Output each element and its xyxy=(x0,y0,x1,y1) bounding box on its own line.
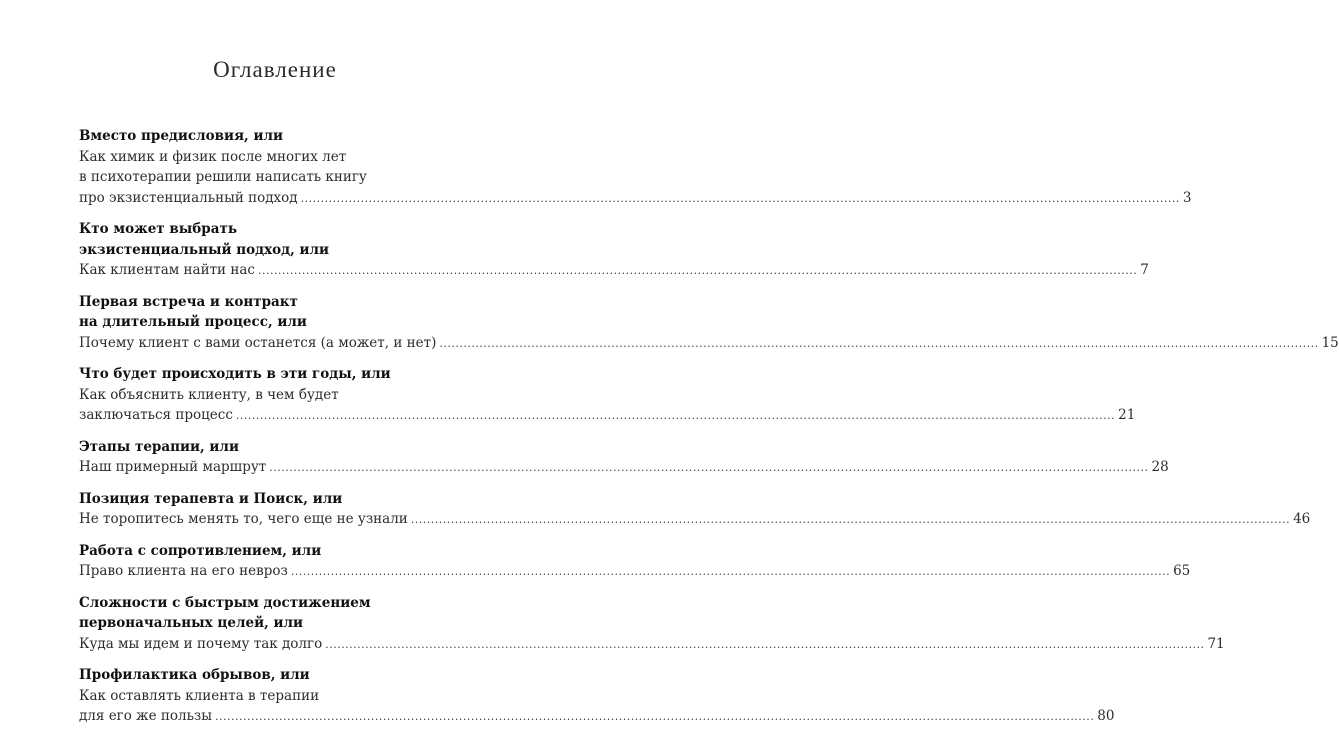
toc-entry xyxy=(79,489,1311,531)
toc-entry-last-line xyxy=(79,333,1339,355)
toc-entry-heading: Этапы терапии, или xyxy=(79,438,239,455)
toc-entry-heading: Профилактика обрывов, или xyxy=(79,667,310,683)
dot-leader: ............................................................................................................................................................................................................................ xyxy=(269,461,1149,474)
toc-entry-last-line xyxy=(79,188,1192,210)
toc-entry-heading: Позиция терапевта и Поиск, или xyxy=(79,490,343,507)
table-of-contents xyxy=(79,126,1339,738)
toc-entry-heading: Кто может выбрать xyxy=(79,221,237,237)
toc-entry-subtitle: в психотерапии решили написать книгу xyxy=(79,169,367,185)
dot-leader: ............................................................................................................................................................................................................................ xyxy=(290,565,1171,578)
toc-entry-subtitle: Как химик и физик после многих лет xyxy=(79,148,347,165)
toc-entry xyxy=(79,437,1169,479)
toc-entry-heading: Сложности с быстрым достижением xyxy=(79,594,371,611)
toc-entry-last-line xyxy=(79,634,1225,656)
toc-page-number: 71 xyxy=(1207,635,1225,652)
toc-entry-last-line xyxy=(79,260,1149,282)
toc-page-number: 28 xyxy=(1151,459,1169,475)
toc-entry-subtitle: Как объяснить клиенту, в чем будет xyxy=(79,386,339,403)
toc-page-number: 3 xyxy=(1182,189,1192,206)
toc-entry-subtitle: Как оставлять клиента в терапии xyxy=(79,687,320,704)
toc-entry-last-line xyxy=(79,405,1136,427)
toc-page-number: 80 xyxy=(1097,708,1115,724)
toc-entry-last-line xyxy=(79,561,1191,583)
toc-entry-last-line xyxy=(79,706,1115,728)
toc-entry xyxy=(79,541,1191,583)
toc-entry-text: Почему клиент с вами останется (а может, и нет) xyxy=(79,334,437,351)
toc-entry xyxy=(79,364,1136,427)
toc-entry-text: Наш примерный маршрут xyxy=(79,459,267,475)
toc-entry-text: про экзистенциальный подход xyxy=(79,189,298,206)
toc-page-number: 46 xyxy=(1293,511,1311,527)
toc-entry-text: Куда мы идем и почему так долго xyxy=(79,635,323,652)
dot-leader: ............................................................................................................................................................................................................................ xyxy=(300,191,1180,205)
dot-leader: ............................................................................................................................................................................................................................ xyxy=(439,336,1319,350)
toc-entry-heading: Вместо предисловия, или xyxy=(79,128,283,144)
toc-entry xyxy=(79,665,1115,728)
toc-entry-text: Право клиента на его невроз xyxy=(79,563,288,579)
toc-entry-text: Не торопитесь менять то, чего еще не узнали xyxy=(79,511,408,527)
toc-entry-heading: Что будет происходить в эти годы, или xyxy=(79,366,391,382)
dot-leader: ............................................................................................................................................................................................................................ xyxy=(257,264,1138,277)
toc-page-number: 15 xyxy=(1321,334,1339,351)
toc-entry-heading: первоначальных целей, или xyxy=(79,615,304,631)
toc-entry xyxy=(79,292,1339,355)
page-title: Оглавление xyxy=(213,57,337,82)
dot-leader: ............................................................................................................................................................................................................................ xyxy=(325,637,1205,651)
toc-entry-text: для его же пользы xyxy=(79,708,213,724)
toc-page-number: 7 xyxy=(1140,262,1149,278)
toc-entry-last-line xyxy=(79,509,1311,531)
toc-entry-last-line xyxy=(79,457,1169,479)
toc-entry-text: Как клиентам найти нас xyxy=(79,262,255,278)
dot-leader: ............................................................................................................................................................................................................................ xyxy=(215,710,1095,723)
toc-page-number: 21 xyxy=(1118,407,1136,423)
dot-leader: ............................................................................................................................................................................................................................ xyxy=(235,409,1116,422)
toc-entry-heading: Работа с сопротивлением, или xyxy=(79,542,322,559)
toc-entry-heading: экзистенциальный подход, или xyxy=(79,241,330,258)
toc-page-number: 65 xyxy=(1173,563,1191,579)
toc-entry xyxy=(79,593,1225,656)
toc-entry xyxy=(79,126,1192,209)
toc-entry xyxy=(79,219,1149,282)
dot-leader: ............................................................................................................................................................................................................................ xyxy=(410,513,1291,526)
toc-entry-heading: на длительный процесс, или xyxy=(79,314,307,330)
toc-entry-heading: Первая встреча и контракт xyxy=(79,293,298,310)
toc-entry-text: заключаться процесс xyxy=(79,407,233,423)
